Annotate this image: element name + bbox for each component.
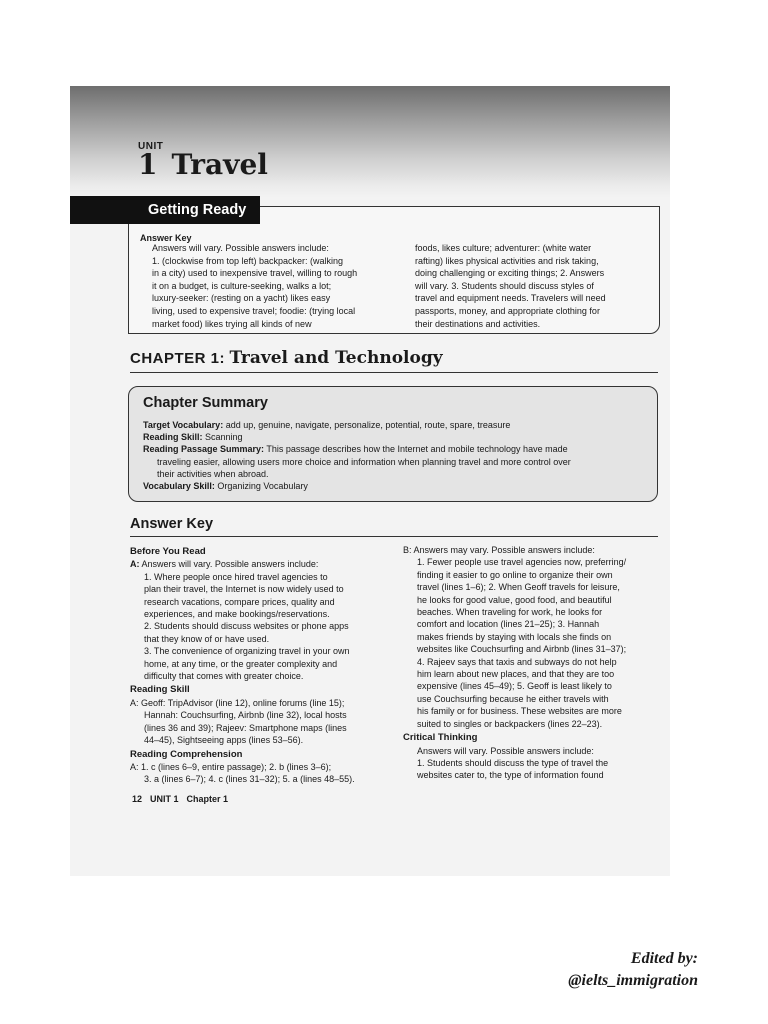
section-heading: Reading Skill xyxy=(130,684,190,696)
chapter-label: CHAPTER 1: xyxy=(130,350,226,367)
reading-skill-line: Reading Skill: Scanning xyxy=(143,432,243,443)
text-line: Hannah: Couchsurfing, Airbnb (line 32), local hosts xyxy=(144,710,347,721)
text-line: travel and equipment needs. Travelers will need xyxy=(415,293,606,304)
section-heading: Before You Read xyxy=(130,546,206,557)
passage-summary-line: Reading Passage Summary: This passage describes how the Internet and mobile technology have made xyxy=(143,444,568,455)
text-line: will vary. 3. Students should discuss styles of xyxy=(415,280,594,291)
edited-by-credit xyxy=(568,948,698,992)
passage-summary-line: their activities when abroad. xyxy=(157,468,269,479)
text-line: travel (lines 1–6); 2. When Geoff travels for leisure, xyxy=(417,582,620,593)
text-line: rafting) likes physical activities and risk taking, xyxy=(415,255,599,266)
getting-ready-banner: Getting Ready xyxy=(70,196,260,224)
unit-title xyxy=(138,148,268,181)
section-heading: Reading Comprehension xyxy=(130,748,243,760)
text-line: luxury-seeker: (resting on a yacht) likes easy xyxy=(152,293,331,304)
text-line: comfort and location (lines 21–25); 3. Hannah xyxy=(417,619,600,630)
page-footer xyxy=(132,794,236,804)
target-vocabulary-line: Target Vocabulary: add up, genuine, navigate, personalize, potential, route, spare, treasure xyxy=(143,420,511,430)
text-line: Answers will vary. Possible answers include: xyxy=(417,745,594,756)
chapter-title xyxy=(130,348,443,368)
text-line: living, used to expensive travel; foodie: (trying local xyxy=(152,305,356,316)
vocabulary-skill-line: Vocabulary Skill: Organizing Vocabulary xyxy=(143,481,308,492)
text-line: B: Answers may vary. Possible answers include: xyxy=(403,545,595,555)
footer-unit: UNIT 1 xyxy=(150,794,179,804)
credit-handle: @ielts_immigration xyxy=(568,972,698,989)
text-line: foods, likes culture; adventurer: (white water xyxy=(415,243,592,253)
text-line: 1. Students should discuss the type of travel the xyxy=(417,757,609,768)
text-line: (lines 36 and 39); Rajeev: Smartphone maps (lines xyxy=(144,722,347,733)
text-line: that they know of or have used. xyxy=(144,633,270,644)
text-line: websites cater to, the type of information found xyxy=(417,770,604,781)
footer-chapter: Chapter 1 xyxy=(186,794,229,804)
summary-heading: Chapter Summary xyxy=(143,395,268,411)
text-line: A: Geoff: TripAdvisor (line 12), online forums (line 15); xyxy=(130,697,345,708)
text-line: 3. a (lines 6–7); 4. c (lines 31–32); 5. a (lines 48–55). xyxy=(144,774,355,785)
text-line: 1. Fewer people use travel agencies now, preferring/ xyxy=(417,557,627,568)
text-line: passports, money, and appropriate clothing for xyxy=(415,305,600,316)
getting-ready-right-column xyxy=(415,242,645,330)
text-line: him learn about new places, and that they are too xyxy=(417,669,615,680)
getting-ready-answer-key-label: Answer Key xyxy=(140,233,192,243)
credit-line: Edited by: xyxy=(630,950,698,967)
text-line: it on a budget, is culture-seeking, walks a lot; xyxy=(152,280,332,291)
unit-label: UNIT xyxy=(138,141,164,152)
page-number: 12 xyxy=(132,794,143,804)
text-line: he looks for good value, good food, and beautiful xyxy=(417,594,612,605)
text-line: 1. (clockwise from top left) backpacker: (walking xyxy=(152,255,344,266)
text-line: doing challenging or exciting things; 2. Answers xyxy=(415,268,605,279)
text-line: use Couchsurfing because he either travels with xyxy=(417,693,609,704)
text-line: 1. Where people once hired travel agencies to xyxy=(144,571,328,582)
answer-key-heading: Answer Key xyxy=(130,516,214,532)
text-line: beaches. When traveling for work, he looks for xyxy=(417,607,603,618)
text-line: expensive (lines 45–49); 5. Geoff is least likely to xyxy=(417,681,612,692)
text-line: their destinations and activities. xyxy=(415,318,541,329)
answer-key-left-column xyxy=(130,544,385,786)
text-line: A: Answers will vary. Possible answers include: xyxy=(130,559,319,570)
text-line: 4. Rajeev says that taxis and subways do not help xyxy=(417,656,617,667)
passage-summary-line: traveling easier, allowing users more choice and information when planning travel and more control over xyxy=(157,456,571,467)
chapter-summary-box xyxy=(128,386,658,502)
text-line: Answers will vary. Possible answers include: xyxy=(152,243,329,253)
textbook-page xyxy=(70,86,670,876)
section-heading: Critical Thinking xyxy=(403,732,478,744)
getting-ready-left-column xyxy=(152,242,382,330)
text-line: research vacations, compare prices, quality and xyxy=(144,596,335,607)
text-line: suited to singles or backpackers (lines 22–23). xyxy=(417,718,603,729)
divider xyxy=(130,372,658,373)
text-line: finding it easier to go online to organize their own xyxy=(417,569,613,580)
text-line: difficulty that comes with greater choice. xyxy=(144,671,304,682)
text-line: 3. The convenience of organizing travel in your own xyxy=(144,646,350,657)
text-line: A: 1. c (lines 6–9, entire passage); 2. b (lines 3–6); xyxy=(130,761,332,772)
unit-name: Travel xyxy=(171,148,268,181)
unit-number: 1 xyxy=(138,148,158,181)
summary-content xyxy=(143,419,648,492)
chapter-name: Travel and Technology xyxy=(229,348,443,368)
text-line: 2. Students should discuss websites or phone apps xyxy=(144,621,349,632)
text-line: 44–45), Sightseeing apps (lines 53–56). xyxy=(144,735,304,746)
answer-key-right-column xyxy=(403,544,663,782)
text-line: in a city) used to inexpensive travel, willing to rough xyxy=(152,268,358,279)
text-line: websites like Couchsurfing and Airbnb (lines 31–37); xyxy=(417,644,627,655)
text-line: his family or for business. These websites are more xyxy=(417,706,622,717)
text-line: makes friends by staying with locals she finds on xyxy=(417,631,612,642)
text-line: market food) likes trying all kinds of new xyxy=(152,318,312,329)
text-line: plan their travel, the Internet is now widely used to xyxy=(144,584,344,595)
text-line: home, at any time, or the greater complexity and xyxy=(144,658,338,669)
divider xyxy=(130,536,658,537)
text-line: experiences, and make bookings/reservations. xyxy=(144,609,330,620)
